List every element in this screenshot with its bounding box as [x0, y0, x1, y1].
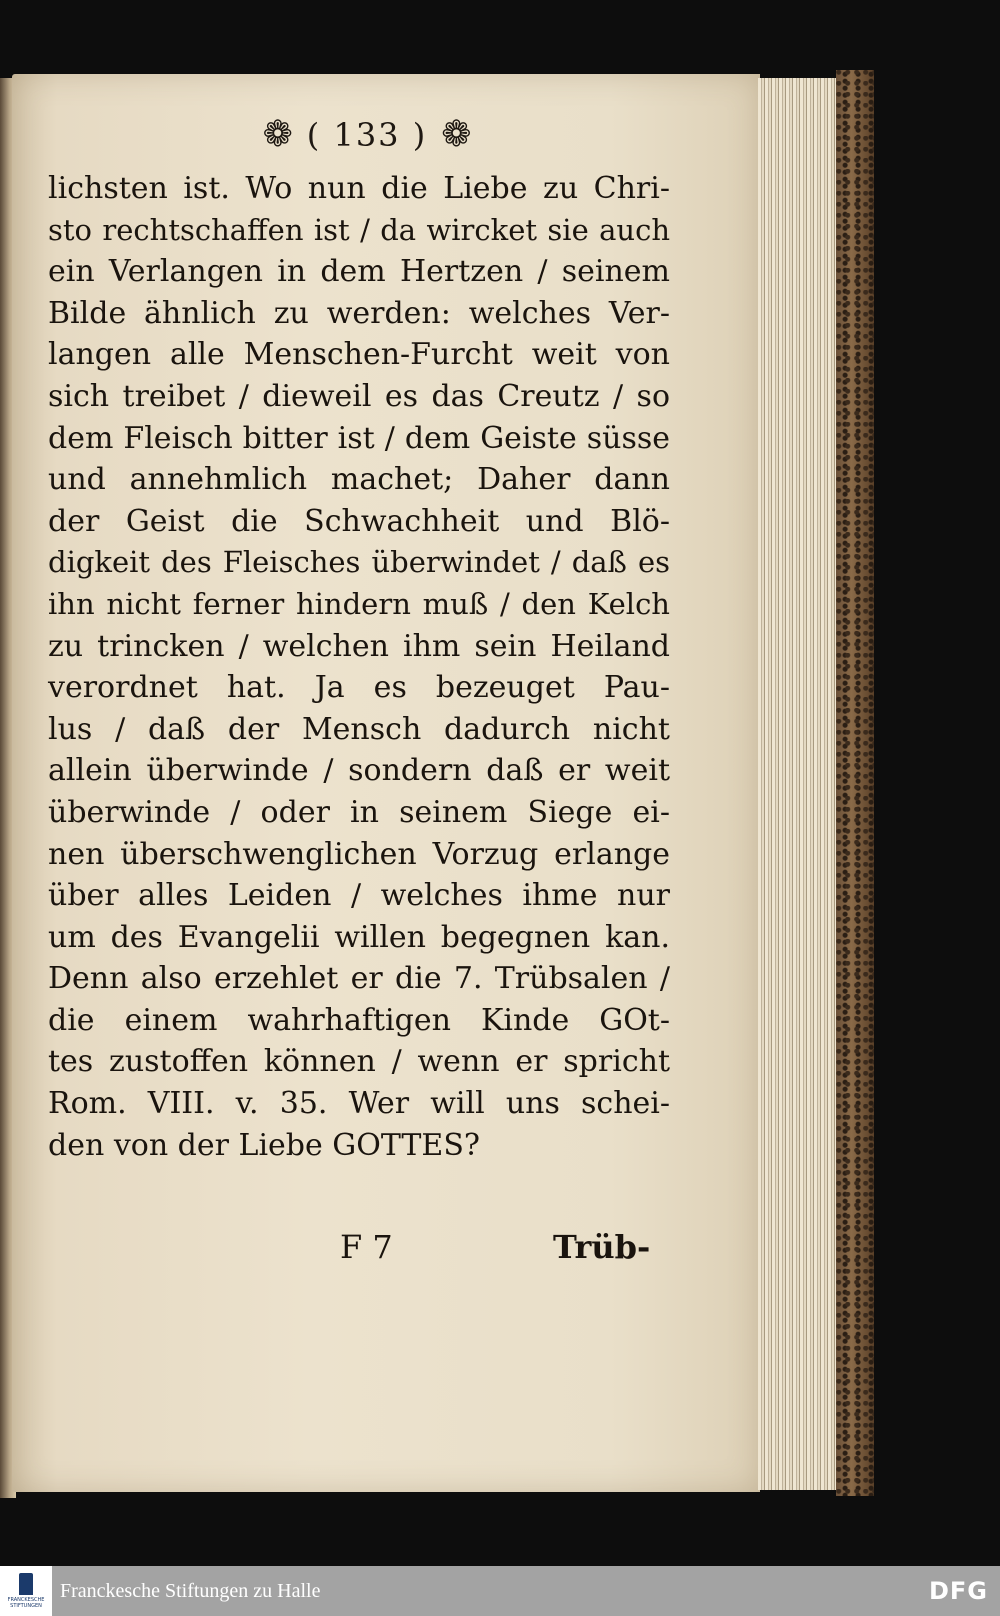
building-icon: [19, 1573, 33, 1595]
flower-ornament-icon: ❁: [262, 114, 293, 155]
viewer-footer-bar: [0, 1566, 1000, 1616]
text-line: tes zustoffen können / wenn er spricht: [48, 1044, 670, 1080]
flower-ornament-icon: ❁: [441, 114, 472, 155]
text-line: lus / daß der Mensch dadurch nicht: [48, 711, 670, 747]
text-line: digkeit des Fleisches überwindet / daß es: [48, 545, 670, 580]
marbled-cover: [836, 70, 874, 1496]
page-header: [232, 108, 502, 162]
text-line: ein Verlangen in dem Hertzen / seinem: [48, 254, 670, 290]
text-line: sto rechtschaffen ist / da wircket sie auch: [48, 212, 670, 247]
text-line: sich treibet / dieweil es das Creutz / so: [48, 378, 670, 414]
text-line: die einem wahrhaftigen Kinde GOt-: [48, 1002, 670, 1038]
page-number: ( 133 ): [306, 116, 428, 154]
text-line: nen überschwenglichen Vorzug erlange: [48, 836, 670, 872]
text-line: allein überwinde / sondern daß er weit: [48, 753, 670, 789]
text-line: zu trincken / welchen ihm sein Heiland: [48, 628, 670, 664]
catchword: Trüb-: [553, 1228, 651, 1266]
text-line: ihn nicht ferner hindern muß / den Kelch: [48, 586, 670, 621]
text-line: Rom. VIII. v. 35. Wer will uns schei-: [48, 1086, 670, 1122]
text-line: der Geist die Schwachheit und Blö-: [48, 503, 670, 539]
text-line: um des Evangelii willen begegnen kan.: [48, 919, 670, 955]
logo-text: FRANCKESCHE STIFTUNGEN: [7, 1597, 45, 1609]
institution-logo[interactable]: [0, 1566, 52, 1616]
text-line: über alles Leiden / welches ihme nur: [48, 878, 670, 914]
text-line: den von der Liebe GOTTES?: [48, 1127, 480, 1163]
text-line: verordnet hat. Ja es bezeuget Pau-: [48, 670, 670, 706]
text-line: und annehmlich machet; Daher dann: [48, 462, 670, 498]
text-line: Denn also erzehlet er die 7. Trübsalen /: [48, 961, 670, 997]
institution-link[interactable]: Franckesche Stiftungen zu Halle: [60, 1579, 321, 1602]
text-line: Bilde ähnlich zu werden: welches Ver-: [48, 295, 670, 331]
text-line: lichsten ist. Wo nun die Liebe zu Chri-: [48, 171, 670, 206]
page-edges: [758, 78, 838, 1490]
dfg-logo[interactable]: DFG: [928, 1577, 988, 1605]
text-line: überwinde / oder in seinem Siege ei-: [48, 794, 670, 830]
text-line: langen alle Menschen-Furcht weit von: [48, 337, 670, 373]
body-text: [48, 168, 670, 1166]
text-line: dem Fleisch bitter ist / dem Geiste süsse: [48, 420, 670, 456]
signature-mark: F 7: [340, 1228, 393, 1266]
